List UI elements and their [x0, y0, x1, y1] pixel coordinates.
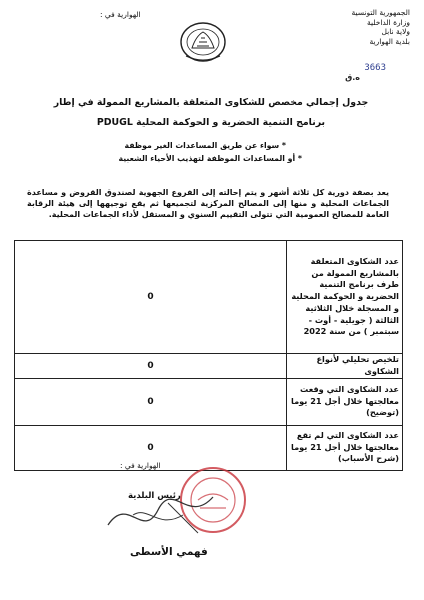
table-cell-value: 0 — [15, 354, 287, 379]
table-cell-value: 0 — [15, 241, 287, 354]
registry-number: 3663 — [364, 63, 386, 73]
table-row — [15, 354, 403, 379]
initials-mark: ه.ق — [345, 73, 360, 82]
page-subtitle: برنامج التنمية الحضرية و الحوكمة المحلية PDUGL — [96, 117, 326, 128]
bullet-item: * سواء عن طريق المساعدات الغير موظفة — [124, 141, 286, 150]
table-cell-value: 0 — [15, 425, 287, 470]
footer-date: الهوارية في : — [120, 461, 161, 470]
page-title: جدول إجمالي مخصص للشكاوى المتعلقة بالمشاريع الممولة في إطار — [53, 97, 369, 108]
mayor-title: رئيس البلدية — [128, 491, 181, 501]
header-line-ministry: وزارة الداخلية — [366, 17, 410, 27]
mayor-name: فهمي الأسطى — [130, 546, 208, 558]
header-line-municipality: بلدية الهوارية — [369, 36, 410, 46]
table-cell-label: عدد الشكاوى التي وقعت معالجتها خلال أجل 21 يوما (توضيح) — [287, 378, 403, 425]
table-row — [15, 241, 403, 354]
complaints-table — [14, 240, 403, 471]
table-row — [15, 378, 403, 425]
header-date: الهوارية في : — [100, 10, 141, 19]
table-cell-label: عدد الشكاوى المتعلقة بالمشاريع الممولة من طرف برنامج التنمية الحضرية و الحوكمة المحلية و المسجلة خلال الثلاثية الثالثة ( جويلية - أوت - سبتمبر ) من سنة 2022 — [287, 241, 403, 354]
header-institution — [300, 8, 410, 46]
table-cell-label: عدد الشكاوى التي لم تقع معالجتها خلال أجل 21 يوما (شرح الأسباب) — [287, 425, 403, 470]
table-cell-label: تلخيص تحليلي لأنواع الشكاوى — [287, 354, 403, 379]
table-cell-value: 0 — [15, 378, 287, 425]
header-line-republic: الجمهورية التونسية — [351, 8, 410, 17]
header-line-governorate: ولاية نابل — [381, 27, 410, 36]
municipality-seal-icon — [178, 20, 228, 64]
intro-paragraph: يعد بصفة دورية كل ثلاثة أشهر و يتم إحالته إلى الفروع الجهوية لصندوق القروض و مساعدة الجماعات المحلية و منها إلى المصالح المركزية لتجميعها ثم يقع توجيهها إلى هيئة الرقابة العامة للمصالح العمومية التي تتولى التقييم السنوي و المستقل لأداء الجماعات المحلية. — [27, 188, 389, 220]
bullet-item: * أو المساعدات الموظفة لتهذيب الأحياء الشعبية — [118, 154, 302, 163]
